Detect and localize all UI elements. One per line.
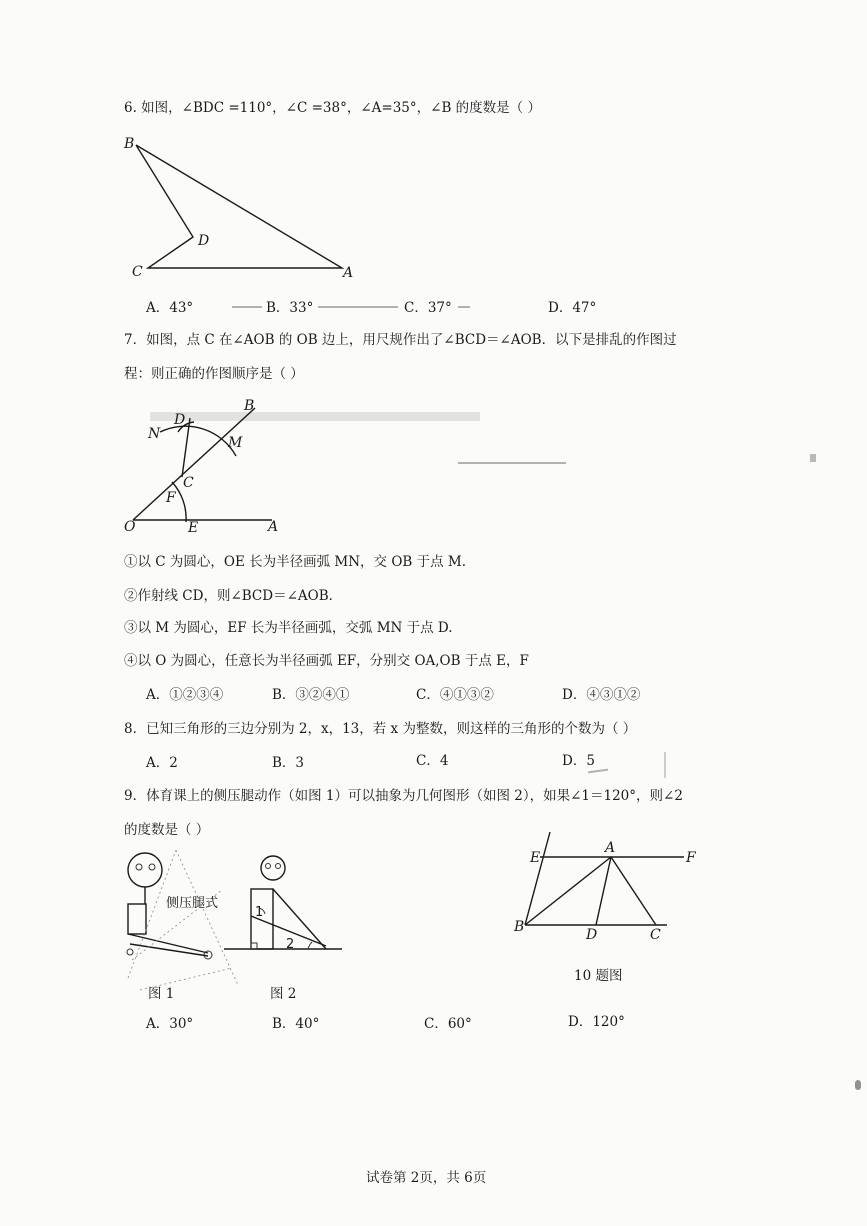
q7-option-c: C．④①③② <box>416 687 494 703</box>
q6-option-b: B．33° <box>266 300 314 316</box>
q7-label-b: B <box>244 398 255 414</box>
q7-step-3: ③以 M 为圆心，EF 长为半径画弧，交弧 MN 于点 D. <box>124 620 453 636</box>
fig2-angle-1: 1 <box>255 905 264 920</box>
q8-option-a: A．2 <box>146 755 178 771</box>
q9-option-c: C．60° <box>424 1016 472 1032</box>
q9-option-d: D．120° <box>568 1014 625 1030</box>
q7-label-c: C <box>183 475 194 491</box>
q8-option-b: B．3 <box>272 755 305 771</box>
q7-stem-line2: 程：则正确的作图顺序是（ ） <box>124 366 304 382</box>
fig1-caption: 图 1 <box>148 986 175 1002</box>
q6-label-b: B <box>124 136 135 152</box>
q7-label-m: M <box>228 435 243 451</box>
q10-label-b: B <box>514 919 525 935</box>
q10-line-ac <box>611 857 656 925</box>
q10-label-a: A <box>605 840 616 856</box>
q10-line-be <box>525 832 550 925</box>
q9-stem-line1: 9．体育课上的侧压腿动作（如图 1）可以抽象为几何图形（如图 2），如果∠1＝120°，则∠2 <box>124 788 683 804</box>
q8-option-c: C．4 <box>416 753 449 769</box>
q10-label-d: D <box>586 927 598 943</box>
q7-option-a: A．①②③④ <box>146 687 224 703</box>
q6-option-d: D．47° <box>548 300 597 316</box>
q9-option-a: A．30° <box>146 1016 194 1032</box>
q6-label-d: D <box>198 233 210 249</box>
page-footer: 试卷第 2页，共 6页 <box>366 1170 487 1186</box>
q8-option-d: D．5 <box>562 753 595 769</box>
q7-stem-line1: 7．如图，点 C 在∠AOB 的 OB 边上，用尺规作出了∠BCD＝∠AOB．以下是排乱的作图过 <box>124 332 677 348</box>
fig2-caption: 图 2 <box>270 986 297 1002</box>
fig1-text: 侧压腿式 <box>166 896 219 911</box>
q7-label-d: D <box>174 412 186 428</box>
q10-caption: 10 题图 <box>574 968 623 984</box>
q7-step-4: ④以 O 为圆心，任意长为半径画弧 EF，分别交 OA,OB 于点 E，F <box>124 653 529 669</box>
q10-label-c: C <box>650 927 661 943</box>
q6-stem: 6. 如图，∠BDC =110°，∠C =38°，∠A=35°，∠B 的度数是（ ） <box>124 100 541 116</box>
q10-label-f: F <box>686 850 696 866</box>
q6-label-a: A <box>343 265 354 281</box>
fig2-angle-2: 2 <box>286 937 295 952</box>
q6-option-c: C．37° <box>404 300 452 316</box>
q7-label-f: F <box>166 490 176 506</box>
q7-step-1: ①以 C 为圆心，OE 长为半径画弧 MN，交 OB 于点 M. <box>124 554 467 570</box>
q6-label-c: C <box>132 264 143 280</box>
q7-label-n: N <box>148 426 161 442</box>
q9-stem-line2: 的度数是（ ） <box>124 822 210 838</box>
q6-option-a: A．43° <box>146 300 194 316</box>
q8-stem: 8．已知三角形的三边分别为 2，x，13，若 x 为整数，则这样的三角形的个数为（ ） <box>124 721 637 737</box>
q7-label-o: O <box>124 519 136 535</box>
q10-label-e: E <box>530 850 541 866</box>
q7-option-b: B．③②④① <box>272 687 350 703</box>
q7-label-a: A <box>268 519 279 535</box>
q7-step-2: ②作射线 CD，则∠BCD＝∠AOB． <box>124 588 343 604</box>
q9-option-b: B．40° <box>272 1016 320 1032</box>
q7-option-d: D．④③①② <box>562 687 641 703</box>
q7-label-e: E <box>188 520 199 536</box>
